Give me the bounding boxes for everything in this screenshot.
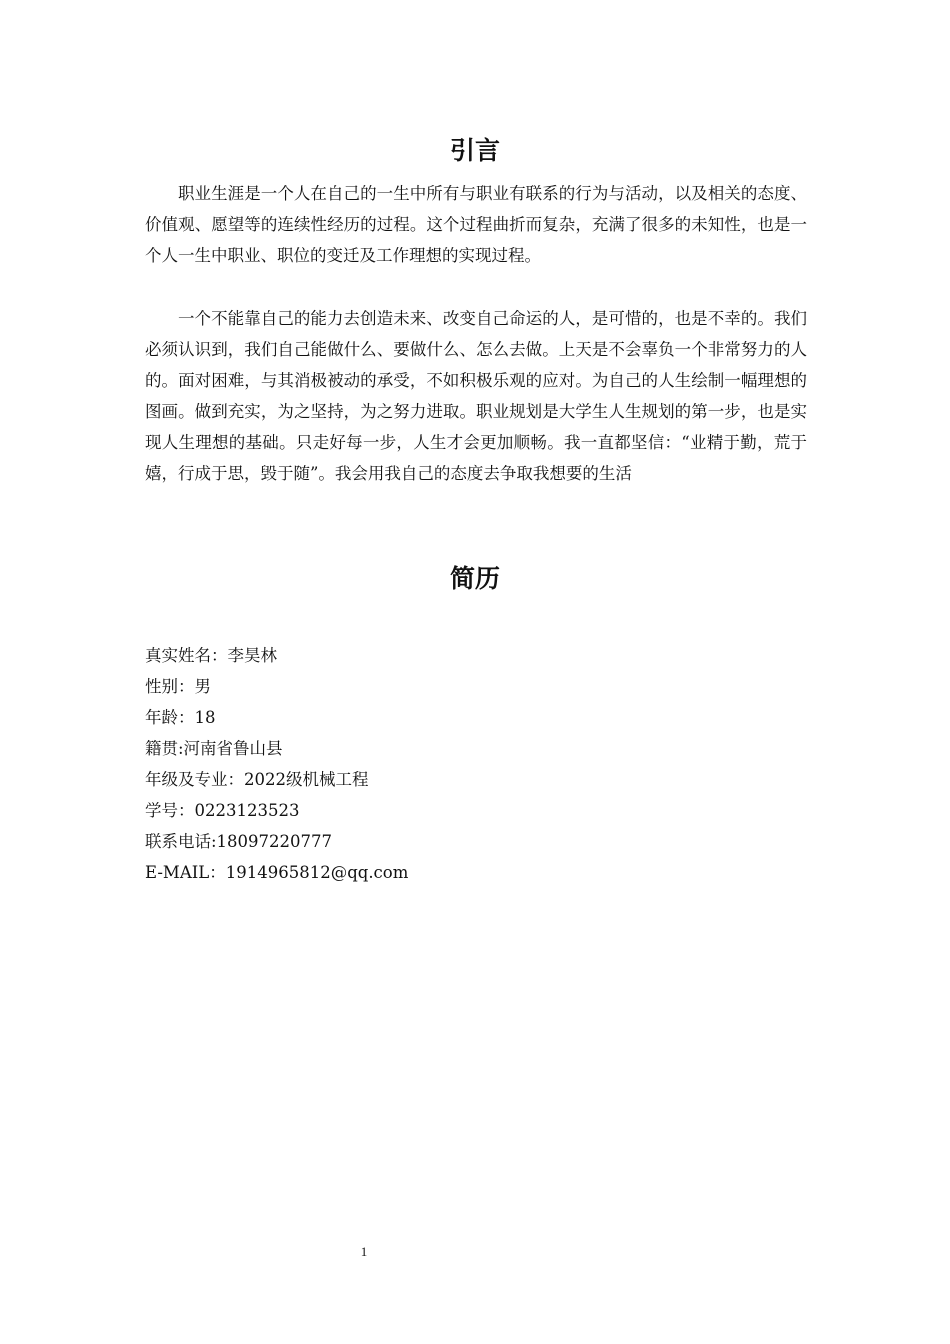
resume-list [145, 640, 807, 888]
resume-item-hometown: 籍贯:河南省鲁山县 [145, 739, 283, 758]
resume-item-email: E-MAIL：1914965812@qq.com [145, 863, 409, 882]
resume-item-student-id: 学号：0223123523 [145, 801, 300, 820]
resume-item-age: 年龄：18 [145, 708, 216, 727]
intro-paragraph-1: 职业生涯是一个人在自己的一生中所有与职业有联系的行为与活动，以及相关的态度、价值观、愿望等的连续性经历的过程。这个过程曲折而复杂，充满了很多的未知性，也是一个人一生中职业、职位的变迁及工作理想的实现过程。 [145, 184, 807, 265]
page-number: 1 [360, 1244, 368, 1259]
resume-item-phone: 联系电话:18097220777 [145, 832, 333, 851]
intro-paragraph-2: 一个不能靠自己的能力去创造未来、改变自己命运的人，是可惜的，也是不幸的。我们必须认识到，我们自己能做什么、要做什么、怎么去做。上天是不会辜负一个非常努力的人的。面对困难，与其消极被动的承受，不如积极乐观的应对。为自己的人生绘制一幅理想的图画。做到充实，为之坚持，为之努力进取。职业规划是大学生人生规划的第一步，也是实现人生理想的基础。只走好每一步，人生才会更加顺畅。我一直都坚信：“业精于勤，荒于嬉，行成于思，毁于随”。我会用我自己的态度去争取我想要的生活 [145, 309, 807, 483]
resume-heading: 简历 [449, 564, 500, 593]
resume-item-gender: 性别：男 [145, 677, 211, 696]
resume-item-major: 年级及专业：2022级机械工程 [145, 770, 369, 789]
resume-item-name: 真实姓名：李昊林 [145, 646, 277, 665]
intro-heading: 引言 [449, 136, 500, 165]
